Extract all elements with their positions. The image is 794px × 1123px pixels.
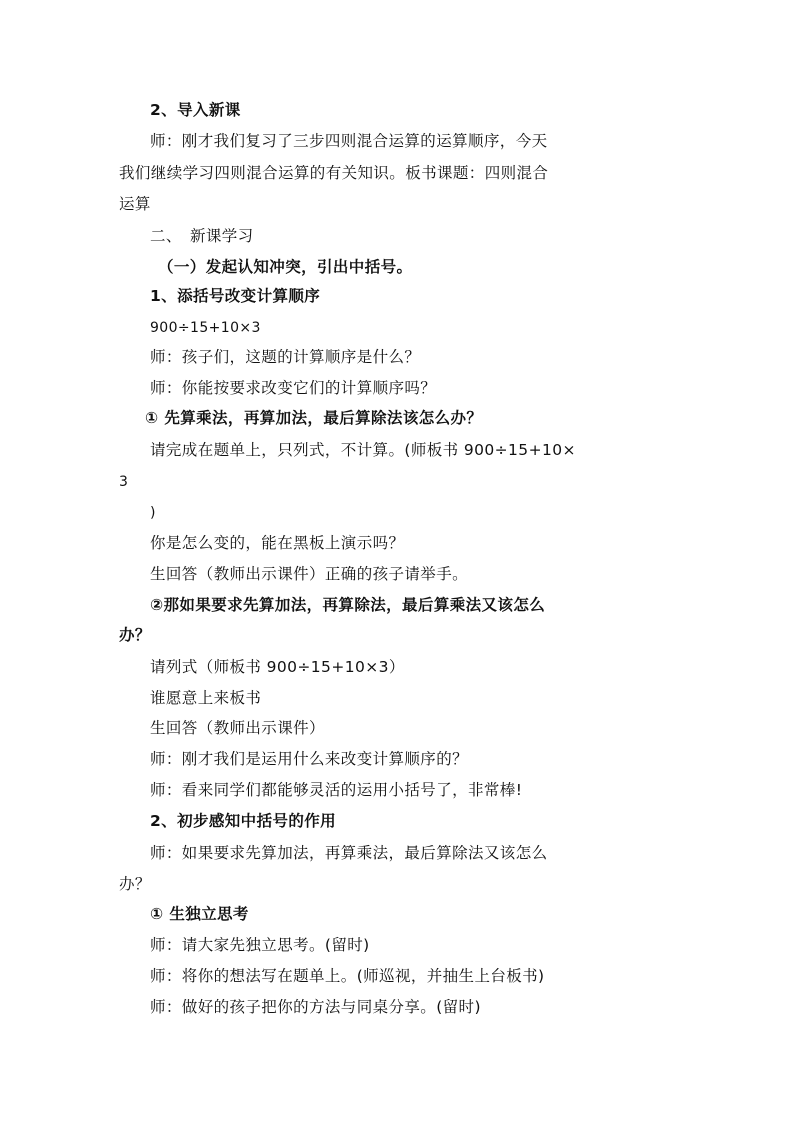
- question-heading: ②那如果要求先算加法，再算除法，最后算乘法又该怎么: [150, 596, 546, 614]
- paragraph-line: 我们继续学习四则混合运算的有关知识。板书课题：四则混合: [119, 164, 549, 182]
- paragraph-line: 请完成在题单上，只列式，不计算。(师板书 900÷15+10×: [150, 441, 576, 459]
- subsection-heading: （一）发起认知冲突，引出中括号。: [158, 258, 413, 276]
- paragraph-line: 生回答（教师出示课件）正确的孩子请举手。: [150, 565, 469, 583]
- paragraph-line: 师：看来同学们都能够灵活的运用小括号了，非常棒!: [150, 781, 523, 799]
- paragraph-line: 师：做好的孩子把你的方法与同桌分享。(留时): [150, 998, 481, 1016]
- question-heading: 办？: [119, 626, 151, 644]
- paragraph-line: 师：请大家先独立思考。(留时): [150, 936, 370, 954]
- question-heading: ① 先算乘法，再算加法，最后算除法该怎么办？: [145, 409, 483, 427]
- paragraph-line: 办？: [119, 875, 151, 893]
- paragraph-line: 师：刚才我们复习了三步四则混合运算的运算顺序，今天: [150, 132, 548, 150]
- step-heading: 2、初步感知中括号的作用: [150, 812, 337, 830]
- paragraph-line: 运算: [119, 195, 151, 213]
- section-heading-new-lesson: 二、 新课学习: [150, 227, 254, 245]
- paragraph-line: 师：刚才我们是运用什么来改变计算顺序的？: [150, 750, 469, 768]
- paragraph-line: 师：如果要求先算加法，再算乘法，最后算除法又该怎么: [150, 844, 548, 862]
- paragraph-line: 请列式（师板书 900÷15+10×3）: [150, 658, 405, 676]
- step-heading: 1、添括号改变计算顺序: [150, 287, 321, 305]
- section-heading-intro: 2、导入新课: [150, 101, 241, 119]
- paragraph-line: 谁愿意上来板书: [150, 689, 262, 707]
- expression-line: 900÷15+10×3: [150, 320, 261, 336]
- paragraph-line: ): [150, 505, 156, 521]
- paragraph-line: 生回答（教师出示课件）: [150, 719, 325, 737]
- paragraph-line: 你是怎么变的，能在黑板上演示吗？: [150, 534, 405, 552]
- paragraph-line: 师：将你的想法写在题单上。(师巡视，并抽生上台板书): [150, 967, 545, 985]
- paragraph-line: 师：你能按要求改变它们的计算顺序吗？: [150, 379, 437, 397]
- paragraph-line: 师：孩子们，这题的计算顺序是什么？: [150, 348, 421, 366]
- question-heading: ① 生独立思考: [150, 905, 249, 923]
- paragraph-line: 3: [119, 474, 129, 490]
